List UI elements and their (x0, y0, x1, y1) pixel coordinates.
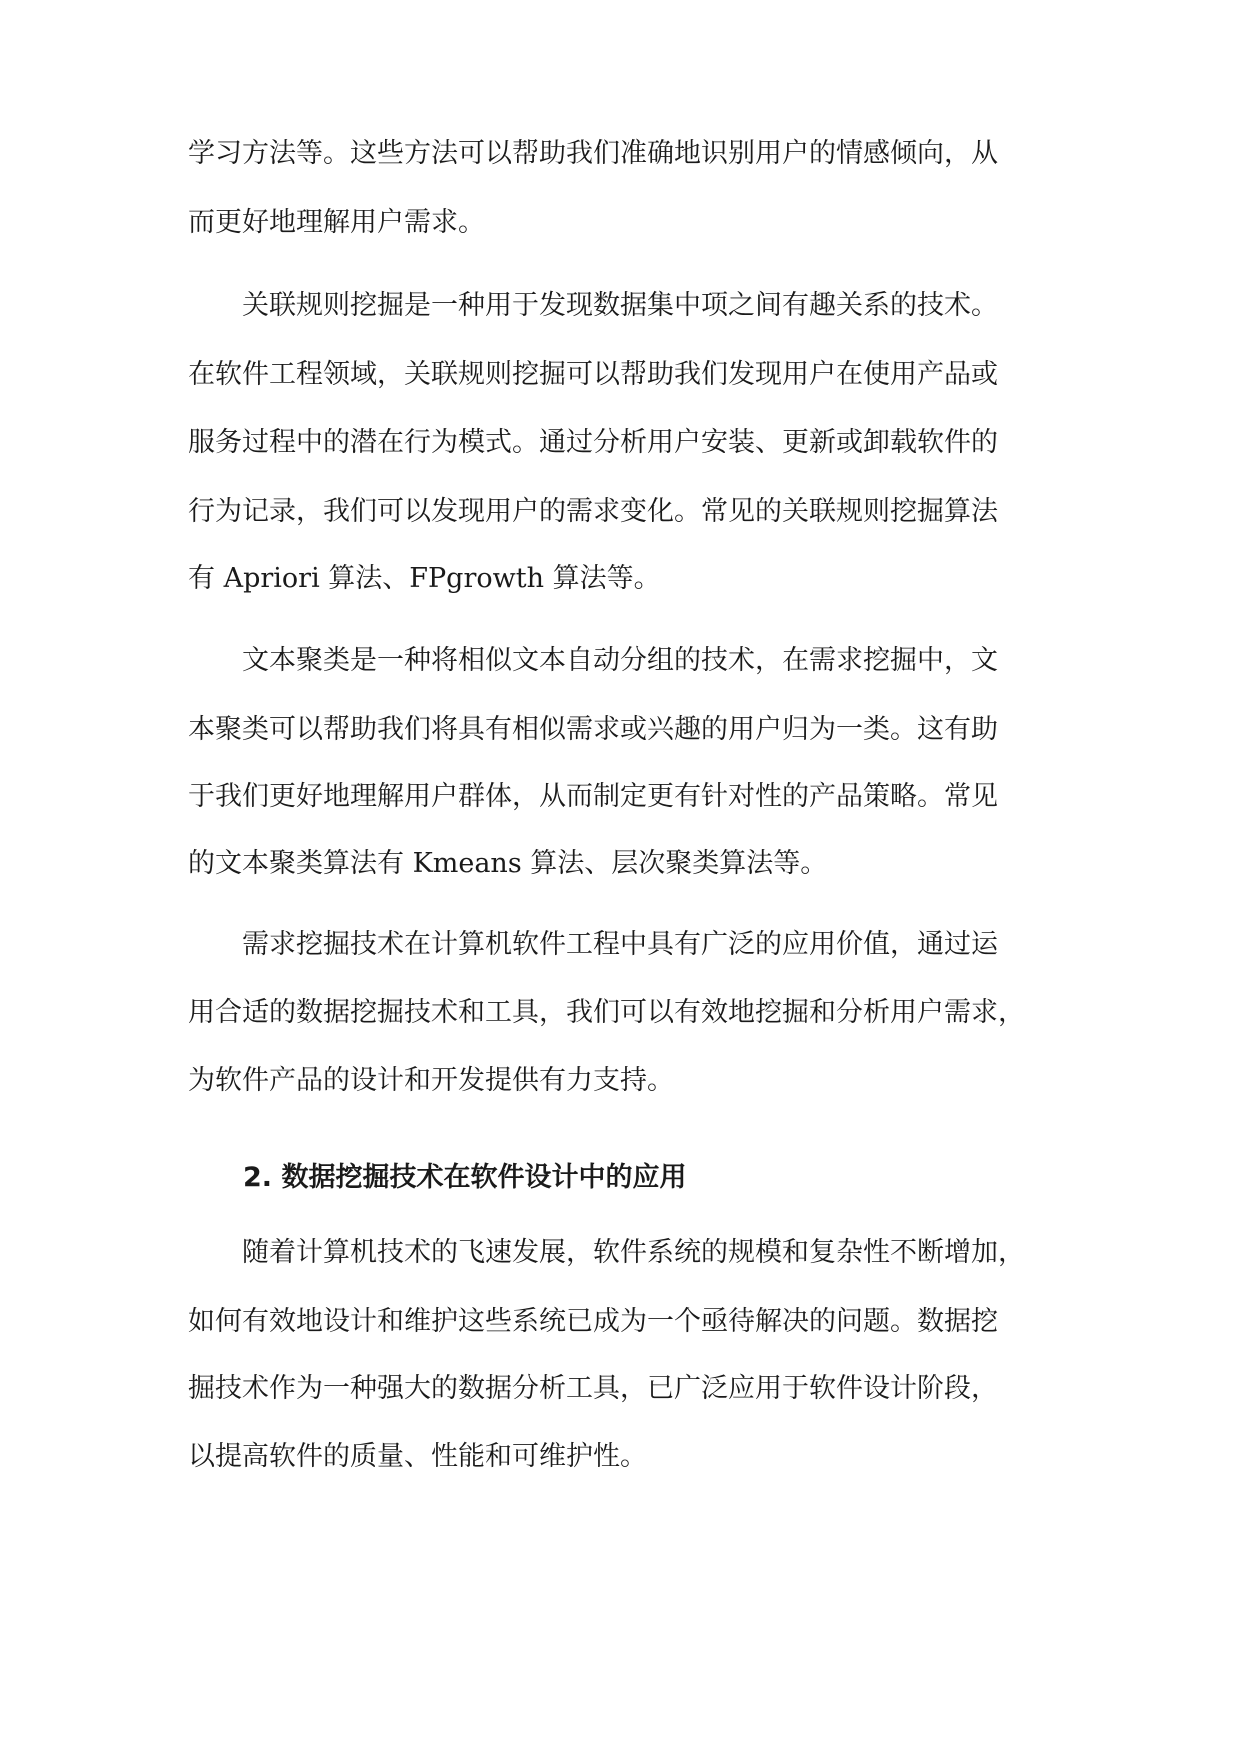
paragraph-line: 掘技术作为一种强大的数据分析工具，已广泛应用于软件设计阶段， (188, 1373, 998, 1404)
paragraph-line: 于我们更好地理解用户群体，从而制定更有针对性的产品策略。常见 (188, 781, 998, 812)
paragraph-line: 学习方法等。这些方法可以帮助我们准确地识别用户的情感倾向，从 (188, 138, 998, 169)
paragraph-line: 随着计算机技术的飞速发展，软件系统的规模和复杂性不断增加， (188, 1237, 1025, 1268)
paragraph-line: 有 Apriori 算法、FPgrowth 算法等。 (188, 563, 661, 594)
paragraph-line: 行为记录，我们可以发现用户的需求变化。常见的关联规则挖掘算法 (188, 496, 998, 527)
paragraph-line: 关联规则挖掘是一种用于发现数据集中项之间有趣关系的技术。 (188, 290, 998, 321)
paragraph-line: 文本聚类是一种将相似文本自动分组的技术，在需求挖掘中，文 (188, 645, 998, 676)
paragraph-line: 本聚类可以帮助我们将具有相似需求或兴趣的用户归为一类。这有助 (188, 714, 998, 745)
paragraph-line: 的文本聚类算法有 Kmeans 算法、层次聚类算法等。 (188, 848, 828, 879)
paragraph-line: 为软件产品的设计和开发提供有力支持。 (188, 1065, 674, 1096)
paragraph-line: 需求挖掘技术在计算机软件工程中具有广泛的应用价值，通过运 (188, 929, 998, 960)
section-heading: 2. 数据挖掘技术在软件设计中的应用 (243, 1162, 687, 1193)
paragraph-line: 以提高软件的质量、性能和可维护性。 (188, 1441, 647, 1472)
paragraph-line: 而更好地理解用户需求。 (188, 207, 485, 238)
paragraph-line: 如何有效地设计和维护这些系统已成为一个亟待解决的问题。数据挖 (188, 1306, 998, 1337)
paragraph-line: 在软件工程领域，关联规则挖掘可以帮助我们发现用户在使用产品或 (188, 359, 998, 390)
paragraph-line: 服务过程中的潜在行为模式。通过分析用户安装、更新或卸载软件的 (188, 427, 998, 458)
paragraph-line: 用合适的数据挖掘技术和工具，我们可以有效地挖掘和分析用户需求， (188, 997, 1025, 1028)
